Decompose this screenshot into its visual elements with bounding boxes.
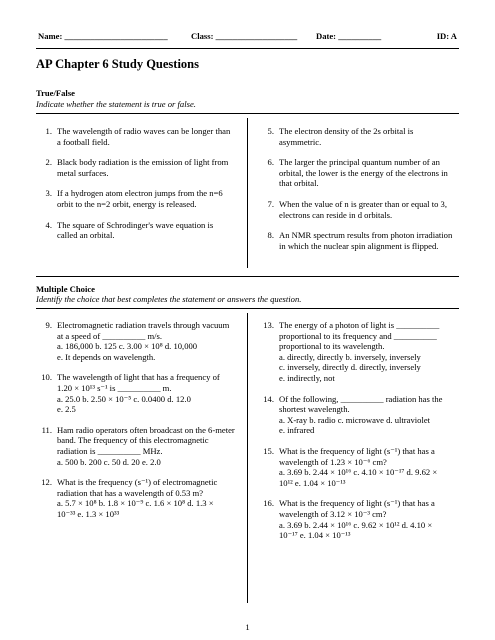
question-text-line: a. 186,000 b. 125 c. 3.00 × 10⁸ d. 10,000 xyxy=(57,341,198,352)
question-text-line: c. inversely, directly d. directly, inversely xyxy=(279,362,421,373)
question-number: 5. xyxy=(267,126,274,136)
question-text-line: wavelength of 3.12 × 10⁻³ cm? xyxy=(279,508,387,519)
class-field: Class: ___________________ xyxy=(191,31,298,41)
question-text-line: The square of Schrodinger's wave equation is xyxy=(57,219,214,230)
question-text-line: What is the frequency (s⁻¹) of electromagnetic xyxy=(57,477,218,488)
question-number: 9. xyxy=(45,320,52,330)
question-text-line: radiation is __________ MHz. xyxy=(57,445,163,456)
question-text-line: band. The frequency of this electromagnetic xyxy=(57,435,209,446)
question-text-line: e. indirectly, not xyxy=(279,372,335,383)
true-false-bottom-rule xyxy=(36,276,459,277)
question-item xyxy=(38,372,246,414)
question-text-line: called an orbital. xyxy=(57,230,115,241)
question-text-line: e. 2.5 xyxy=(57,404,76,415)
question-text-line: proportional to its frequency and __________ xyxy=(279,330,437,341)
question-item xyxy=(260,199,468,220)
question-item xyxy=(38,126,246,147)
id-field: ID: A xyxy=(436,31,457,41)
header-rule xyxy=(36,48,459,49)
true-false-column-divider xyxy=(247,118,248,268)
question-number: 13. xyxy=(263,320,274,330)
question-text-line: wavelength of 1.23 × 10⁻⁶ cm? xyxy=(279,456,387,467)
true-false-instructions: Indicate whether the statement is true or false. xyxy=(36,99,196,109)
name-field: Name: ________________________ xyxy=(38,31,168,41)
question-item xyxy=(260,446,468,488)
question-text-line: a. 25.0 b. 2.50 × 10⁻⁵ c. 0.0400 d. 12.0 xyxy=(57,393,191,404)
question-item xyxy=(260,320,468,384)
question-item xyxy=(38,220,246,241)
question-text-line: The energy of a photon of light is __________ xyxy=(279,320,440,330)
question-text-line: at a speed of __________ m/s. xyxy=(57,330,163,341)
question-text-line: a. 5.7 × 10⁸ b. 1.8 × 10⁻⁹ c. 1.6 × 10⁸ d. 1.3 × xyxy=(57,498,214,509)
question-item xyxy=(38,188,246,209)
question-text-line: Of the following, __________ radiation has the xyxy=(279,393,443,404)
question-text-line: a. 500 b. 200 c. 50 d. 20 e. 2.0 xyxy=(57,456,161,467)
question-text-line: a. 3.69 b. 2.44 × 10¹⁶ c. 9.62 × 10¹² d. 4.10 × xyxy=(279,519,433,530)
question-number: 11. xyxy=(41,424,52,435)
page-number: 1 xyxy=(245,622,250,632)
question-number: 7. xyxy=(267,198,274,209)
question-text-line: Ham radio operators often broadcast on the 6-meter xyxy=(57,424,235,435)
question-text-line: 10⁻¹⁷ e. 1.04 × 10⁻¹³ xyxy=(279,530,351,541)
question-number: 8. xyxy=(267,230,274,241)
question-number: 15. xyxy=(263,445,274,456)
question-text-line: Electromagnetic radiation travels through vacuum xyxy=(57,320,230,330)
question-text-line: 10¹² e. 1.04 × 10⁻¹³ xyxy=(279,477,346,488)
question-item xyxy=(38,425,246,467)
question-number: 12. xyxy=(41,477,52,488)
true-false-top-rule xyxy=(36,113,459,114)
question-text-line: a. 3.69 b. 2.44 × 10¹⁶ c. 4.10 × 10⁻¹⁷ d. 9.62 × xyxy=(279,467,438,478)
question-text-line: When the value of n is greater than or equal to 3, xyxy=(279,198,447,209)
question-number: 14. xyxy=(263,393,274,404)
question-item xyxy=(38,477,246,519)
question-text-line: e. infrared xyxy=(279,425,315,436)
question-number: 10. xyxy=(41,372,52,383)
question-text-line: 1.20 × 10¹³ s⁻¹ is __________ m. xyxy=(57,382,172,393)
multiple-choice-right-column xyxy=(260,320,468,551)
question-text-line: Black body radiation is the emission of light from xyxy=(57,157,229,168)
question-text-line: shortest wavelength. xyxy=(279,404,350,415)
question-item xyxy=(38,157,246,178)
question-text-line: The wavelength of light that has a frequency of xyxy=(57,372,220,383)
question-item xyxy=(260,394,468,436)
page-title: AP Chapter 6 Study Questions xyxy=(36,57,199,71)
question-text-line: What is the frequency of light (s⁻¹) that has a xyxy=(279,498,435,509)
question-text-line: e. It depends on wavelength. xyxy=(57,351,156,362)
question-text-line: radiation that has a wavelength of 0.53 m? xyxy=(57,487,204,498)
question-text-line: metal surfaces. xyxy=(57,167,109,178)
question-text-line: a. X-ray b. radio c. microwave d. ultraviolet xyxy=(279,414,431,425)
question-number: 3. xyxy=(45,188,52,199)
question-text-line: orbital, the lower is the energy of the electrons in xyxy=(279,167,448,178)
question-number: 2. xyxy=(45,157,52,168)
question-item xyxy=(260,157,468,189)
question-text-line: asymmetric. xyxy=(279,136,322,147)
question-item xyxy=(260,498,468,540)
date-field: Date: __________ xyxy=(316,31,382,41)
question-item xyxy=(38,320,246,362)
multiple-choice-left-column xyxy=(38,320,246,530)
question-text-line: a. directly, directly b. inversely, inversely xyxy=(279,351,421,362)
question-text-line: An NMR spectrum results from photon irradiation xyxy=(279,230,453,241)
question-text-line: The electron density of the 2s orbital is xyxy=(279,126,414,136)
question-text-line: The wavelength of radio waves can be longer than xyxy=(57,126,231,136)
true-false-right-column xyxy=(260,126,468,261)
question-text-line: What is the frequency of light (s⁻¹) that has a xyxy=(279,445,435,456)
question-text-line: The larger the principal quantum number of an xyxy=(279,157,440,168)
question-number: 16. xyxy=(263,498,274,509)
question-number: 4. xyxy=(45,219,52,230)
question-number: 1. xyxy=(45,126,52,136)
question-text-line: in which the nuclear spin alignment is flipped. xyxy=(279,240,439,251)
question-number: 6. xyxy=(267,157,274,168)
question-text-line: proportional to its wavelength. xyxy=(279,341,385,352)
multiple-choice-instructions: Identify the choice that best completes the statement or answers the question. xyxy=(36,294,302,304)
question-text-line: a football field. xyxy=(57,136,110,147)
question-item xyxy=(260,230,468,251)
question-text-line: 10⁻³³ e. 1.3 × 10³³ xyxy=(57,508,120,519)
question-text-line: electrons can reside in d orbitals. xyxy=(279,209,393,220)
multiple-choice-title: Multiple Choice xyxy=(36,284,95,294)
page-header xyxy=(38,31,457,43)
true-false-title: True/False xyxy=(36,88,75,98)
question-text-line: orbit to the n=2 orbit, energy is released. xyxy=(57,198,197,209)
multiple-choice-column-divider xyxy=(247,313,248,603)
question-text-line: that orbital. xyxy=(279,178,319,189)
true-false-left-column xyxy=(38,126,246,251)
multiple-choice-top-rule xyxy=(36,308,459,309)
question-item xyxy=(260,126,468,147)
question-text-line: If a hydrogen atom electron jumps from the n=6 xyxy=(57,188,223,199)
